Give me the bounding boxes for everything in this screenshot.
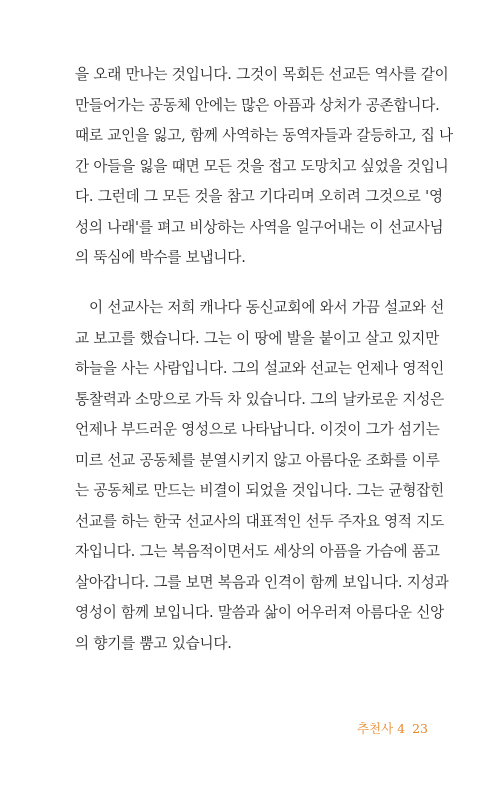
text-line: 때로 교인을 잃고, 함께 사역하는 동역자들과 갈등하고, 집 나 (75, 127, 453, 144)
text-line: 만들어가는 공동체 안에는 많은 아픔과 상처가 공존합니다. (75, 96, 440, 114)
text-line: 영성이 함께 보입니다. 말씀과 삶이 어우러져 아름다운 신앙 (75, 604, 445, 621)
page-footer (357, 719, 428, 737)
text-line: 언제나 부드러운 영성으로 나타납니다. 이것이 그가 섬기는 (75, 421, 440, 438)
text-line: 다. 그런데 그 모든 것을 참고 기다리며 오히려 그것으로 '영 (75, 188, 443, 205)
text-line: 교 보고를 했습니다. 그는 이 땅에 발을 붙이고 살고 있지만 (75, 329, 440, 347)
text-line: 미르 선교 공동체를 분열시키지 않고 아름다운 조화를 이루 (75, 451, 440, 469)
text-line: 하늘을 사는 사람입니다. 그의 설교와 선교는 언제나 영적인 (75, 360, 445, 377)
text-line: 간 아들을 잃을 때면 모든 것을 접고 도망치고 싶었을 것입니 (75, 157, 449, 175)
text-line: 살아갑니다. 그를 보면 복음과 인격이 함께 보입니다. 지성과 (75, 573, 449, 591)
paragraph-1 (75, 60, 453, 274)
text-line: 성의 나래'를 펴고 비상하는 사역을 일구어내는 이 선교사님 (75, 218, 444, 236)
text-line: 의 향기를 뿜고 있습니다. (75, 634, 232, 652)
section-label: 추천사 4 (356, 721, 406, 736)
text-line: 의 뚝심에 박수를 보냅니다. (75, 249, 246, 266)
text-line: 이 선교사는 저희 캐나다 동신교회에 와서 가끔 설교와 선 (89, 299, 445, 316)
page-number: 23 (412, 721, 428, 736)
text-line: 선교를 하는 한국 선교사의 대표적인 선두 주자요 영적 지도 (75, 512, 445, 530)
text-line: 을 오래 만나는 것입니다. 그것이 목회든 선교든 역사를 같이 (75, 66, 449, 83)
paragraph-2 (75, 293, 449, 659)
text-line: 통찰력과 소망으로 가득 차 있습니다. 그의 날카로운 지성은 (75, 390, 445, 408)
text-line: 는 공동체로 만드는 비결이 되었을 것입니다. 그는 균형잡힌 (75, 482, 445, 499)
text-line: 자입니다. 그는 복음적이면서도 세상의 아픔을 가슴에 품고 (75, 543, 440, 560)
